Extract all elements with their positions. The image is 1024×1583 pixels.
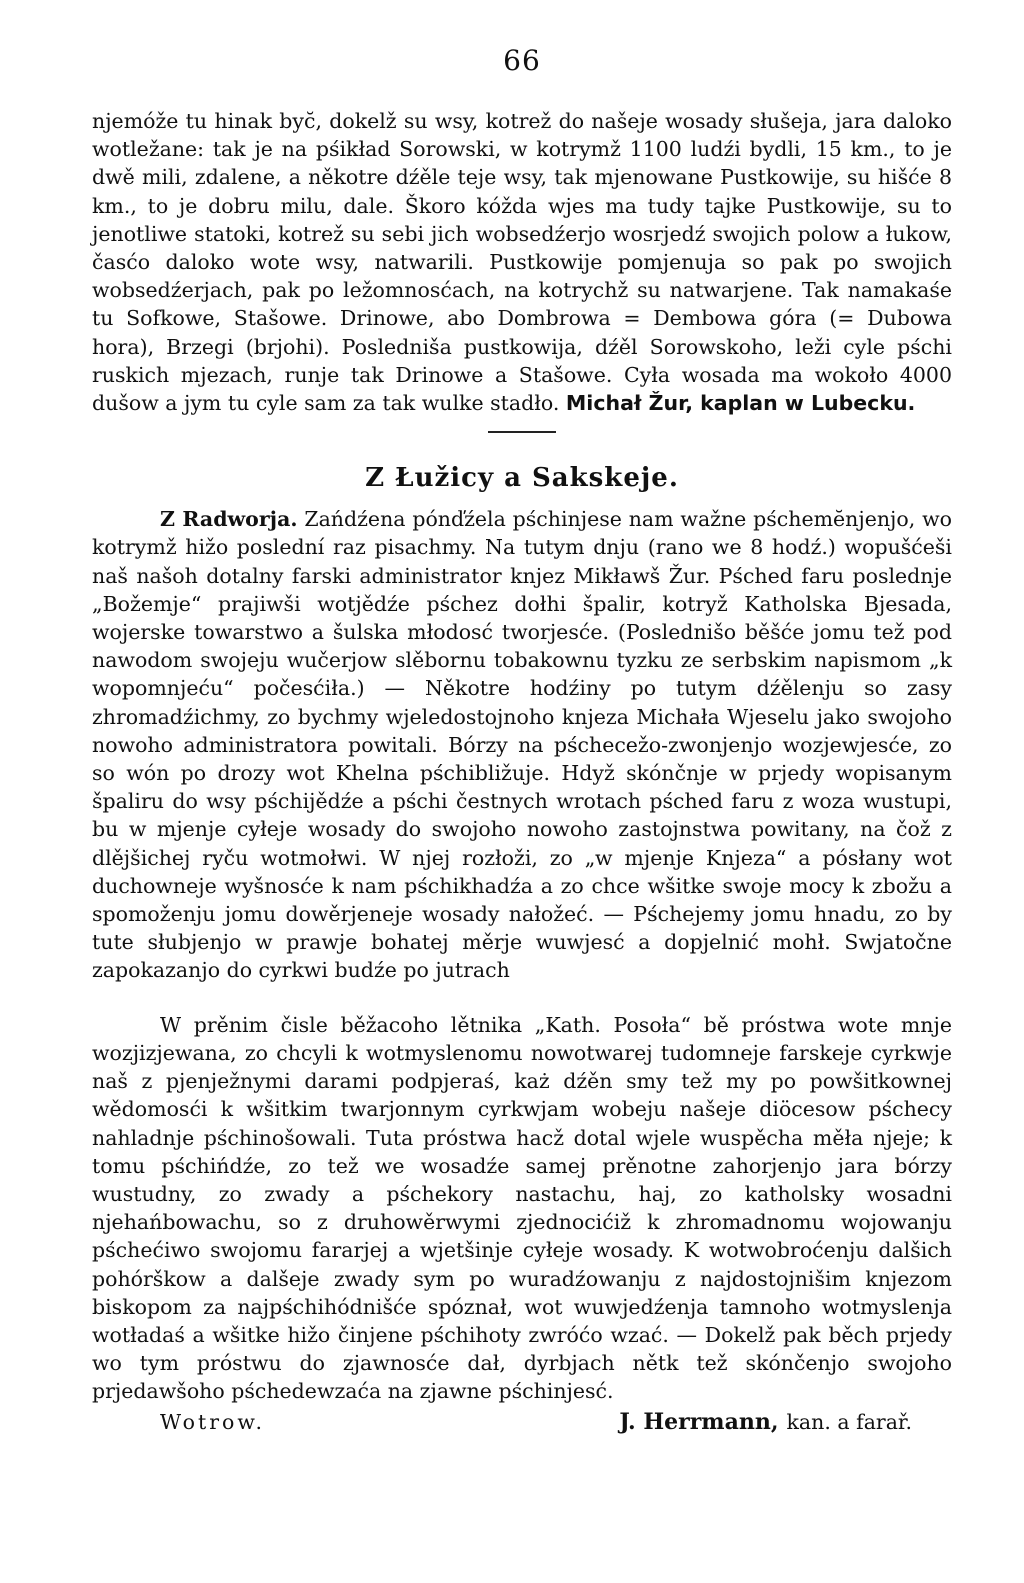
news-text: Zańdźena pónďźela pśchinjese nam wažne pśchemĕnjenjo, wo kotrymž hižo poslední raz pisachmy. Na tutym dnju (rano we 8 hodź.) wopušćeši naš našoh dotalny farski administrator knjez Mikławš Žur. Pśched faru poslednje „Božemje“ prajiwši wotjědźe pśchez dołhi špalir, kotryž Katholska Bjesada, wojerske towarstwo a šulska młodosć tworjesće. (Poslednišo běšće jomu tež pod nawodom swojeju wučerjow slěbornu tobakownu tyzku ze serbskim napismom „k wopomnjeću“ počesćiła.) — Někotre hodźiny po tutym dźělenju so zasy zhromadźichmy, zo bychmy wjeledostojnoho knjeza Michała Wjeselu jako swojoho nowoho administratora powitali. Bórzy na pśchecežo-zwonjenjo wozjewjesće, zo so wón po drozy wot Khelna pśchibližuje. Hdyž skónčnje w prjedy wopisanym špaliru do wsy pśchijědźe a pśchi čestnych wrotach pśched faru z woza wustupi, bu w mjenje cyłeje wosady do swojoho nowoho zastojnstwa powitany, na čož z dlějšichej ryču wotmołwi. W njej rozłoži, zo „w mjenje Knjeza“ a pósłany wot duchowneje wyšnosće k nam pśchikhadźa a zo chce wšitke swoje mocy k zbožu a spomoženju jomu dowěrjeneje wosady nałožeć. — Pśchejemy jomu hnadu, zo by tute słubjenjo w prawje bohatej měrje wuwjesć a dopjelnić mohł. Swjatočne zapokazanjo do cyrkwi budźe po jutrach <box>92 507 952 983</box>
page <box>92 40 952 1540</box>
signature-row <box>92 1408 952 1436</box>
signature-block <box>619 1408 912 1436</box>
news-radworja <box>92 505 952 984</box>
signature-author: J. Herrmann, <box>619 1408 779 1435</box>
section-title: Z Łužicy a Sakskeje. <box>365 463 679 494</box>
signature-title: kan. a farař. <box>786 1409 912 1434</box>
news-wotrow <box>92 1011 952 1406</box>
spacer <box>92 985 952 1011</box>
article-continuation-text: njemóže tu hinak byc̆, dokelž su wsy, kotrež do našeje wosady słušeja, jara daloko wotležane: tak je na pśikład Sorowski, w kotrymž 1100 ludźi bydli, 15 km., to je dwě mili, zdalene, a někotre dźěle teje wsy, tak mjenowane Pustkowije, su hišće 8 km., to je dobru milu, dale. Škoro kóžda wjes ma tudy tajke Pustkowije, su to jenotliwe statoki, kotrež su sebi jich wobsedźerjo wosrjedź swojich polow a łukow, časćo daloko wote wsy, natwarili. Pustkowije pomjenuja so pak po swojich wobsedźerjach, pak po ležomnosćach, na kotrychž su natwarjene. Tak namakaśe tu Sofkowe, Stašowe. Drinowe, abo Dombrowa = Dembowa góra (= Dubowa hora), Brzegi (brjohi). Posledniša pustkowija, dźěl Sorowskoho, leži cyle pśchi ruskich mjezach, runje tak Drinowe a Stašowe. Cyła wosada ma wokoło 4000 dušow a jym tu cyle sam za tak wulke stadło. <box>92 109 952 416</box>
wotrow-text: W prěnim čisle běžacoho lětnika „Kath. Posoła“ bě próstwa wote mnje wozjizjewana, zo chcyli k wotmyslenomu nowotwarej tudomneje farskeje cyrkwje naš z pjenježnymi darami podpjeraś, każ dźěn smy tež my po powšitkownej wědomosći k wšitkim twarjonnym cyrkwjam wobeju našeje diöcesow pśchecy nahladnje pśchinošowali. Tuta próstwa hacž dotal wjele wuspěcha měła njeje; k tomu pśchińdźe, zo tež we wosadźe samej prěnotne zahorjenjo jara bórzy wustudny, zo zwady a pśchekory nastachu, haj, zo katholsky wosadni njehańbowachu, so z druhowěrwymi zjednocićiž k zhromadnomu wojowanju pśchećiwo swojomu fararjej a wjetšinje cyłeje wosady. K wotwobroćenju dalšich pohórškow a dalšeje zwady sym po wuradźowanju z najdostojnišim knjezom biskopom za najpśchihódnišće spóznał, wot wuwjedźenja tamnoho wotmyslenja wotładaś a wšitke hižo činjene pśchihoty zwróćo wzać. — Dokelž pak běch prjedy wo tym próstwu do zjawnosće dał, dyrbjach nětk tež skónčenjo swojoho prjedawšoho pśchedewzaća na zjawne pśchinjesć. <box>92 1012 952 1404</box>
signature-place: Wotrow. <box>160 1409 266 1434</box>
separator-rule <box>488 431 556 433</box>
article-signature: Michał Žur, kaplan w Lubecku. <box>565 391 916 416</box>
news-place: Z Radworja. <box>160 507 298 532</box>
page-number: 66 <box>503 44 541 77</box>
article-continuation <box>92 107 952 417</box>
